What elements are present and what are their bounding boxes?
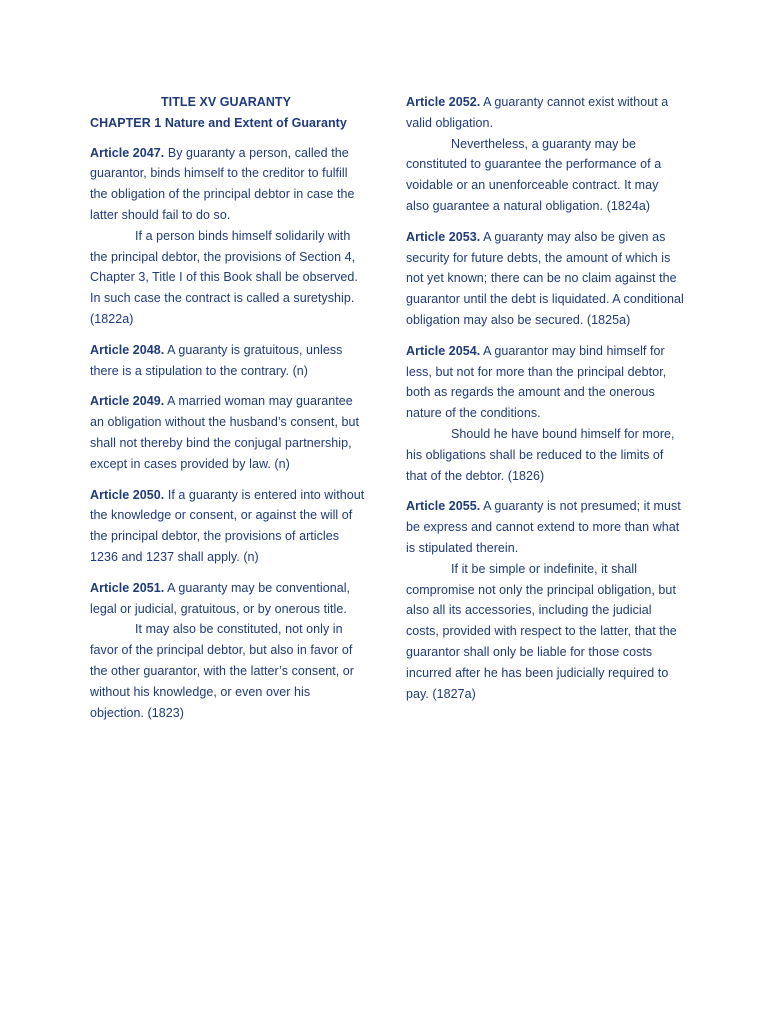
article-label: Article 2049. (90, 394, 165, 409)
article-text: A guaranty may be conventional, legal or judicial, gratuitous, or by onerous title. (90, 580, 351, 616)
article-paragraph (90, 619, 366, 723)
article-block (90, 485, 366, 568)
article-text: It may also be constituted, not only in favor of the principal debtor, but also in favor of the other guarantor, with the latter’s consent, or without his knowledge, or even over his objection. (1823) (90, 622, 354, 720)
heading-block (90, 92, 366, 134)
article-text: By guaranty a person, called the guarantor, binds himself to the creditor to fulfill the obligation of the principal debtor in case the latter should fail to do so. (90, 145, 355, 222)
article-label: Article 2052. (406, 95, 481, 109)
article-text: If a person binds himself solidarily with the principal debtor, the provisions of Section 4, Chapter 3, Title I of this Book shall be observed. In such case the contract is called a suretyship. (1822a) (90, 228, 358, 326)
article-paragraph (406, 424, 684, 486)
article-paragraph (90, 143, 366, 226)
article-paragraph (90, 485, 366, 568)
article-label: Article 2051. (90, 580, 165, 595)
article-text: A guarantor may bind himself for less, but not for more than the principal debtor, both as regards the amount and the onerous nature of the conditions. (406, 343, 667, 421)
article-label: Article 2053. (406, 229, 481, 244)
left-column (90, 92, 366, 733)
article-block (406, 92, 684, 217)
article-paragraph (406, 496, 684, 558)
article-paragraph (90, 340, 366, 382)
article-text: A guaranty is not presumed; it must be express and cannot extend to more than what is stipulated therein. (406, 499, 681, 555)
article-paragraph (406, 559, 684, 705)
right-column (406, 92, 684, 714)
article-paragraph (90, 578, 366, 620)
article-paragraph (90, 226, 366, 330)
article-text: If it be simple or indefinite, it shall compromise not only the principal obligation, but also all its accessories, including the judicial costs, provided with respect to the latter, that the guarantor shall only be liable for those costs incurred after he has been judicially required to pay. (1827a) (406, 561, 677, 701)
article-text: A married woman may guarantee an obligation without the husband’s consent, but shall not thereby bind the conjugal partnership, except in cases provided by law. (n) (90, 394, 360, 471)
article-paragraph (406, 227, 684, 331)
article-label: Article 2048. (90, 342, 165, 357)
article-text: A guaranty cannot exist without a valid obligation. (406, 95, 669, 130)
article-block (90, 391, 366, 474)
article-text: A guaranty may also be given as security for future debts, the amount of which is not yet known; there can be no claim against the guarantor until the debt is liquidated. A conditional obligation may also be secured. (1825a) (406, 229, 684, 327)
article-label: Article 2054. (406, 343, 481, 358)
article-paragraph (406, 341, 684, 424)
article-block (406, 496, 684, 704)
article-text: A guaranty is gratuitous, unless there is a stipulation to the contrary. (n) (90, 342, 343, 378)
article-block (90, 143, 366, 330)
article-paragraph (406, 92, 684, 134)
article-text: Should he have bound himself for more, his obligations shall be reduced to the limits of that of the debtor. (1826) (406, 426, 675, 483)
article-text: Nevertheless, a guaranty may be constituted to guarantee the performance of a voidable or an unenforceable contract. It may also guarantee a natural obligation. (1824a) (406, 136, 662, 213)
article-block (90, 578, 366, 724)
article-paragraph (406, 134, 684, 217)
article-label: Article 2055. (406, 499, 481, 514)
article-block (406, 227, 684, 331)
article-block (90, 340, 366, 382)
article-block (406, 341, 684, 487)
article-label: Article 2047. (90, 145, 165, 160)
article-label: Article 2050. (90, 487, 165, 502)
title-heading: TITLE XV GUARANTY (160, 95, 292, 109)
article-text: If a guaranty is entered into without the knowledge or consent, or against the will of the principal debtor, the provisions of articles 1236 and 1237 shall apply. (n) (90, 487, 365, 564)
article-paragraph (90, 391, 366, 474)
chapter-heading: CHAPTER 1 Nature and Extent of Guaranty (90, 115, 347, 130)
